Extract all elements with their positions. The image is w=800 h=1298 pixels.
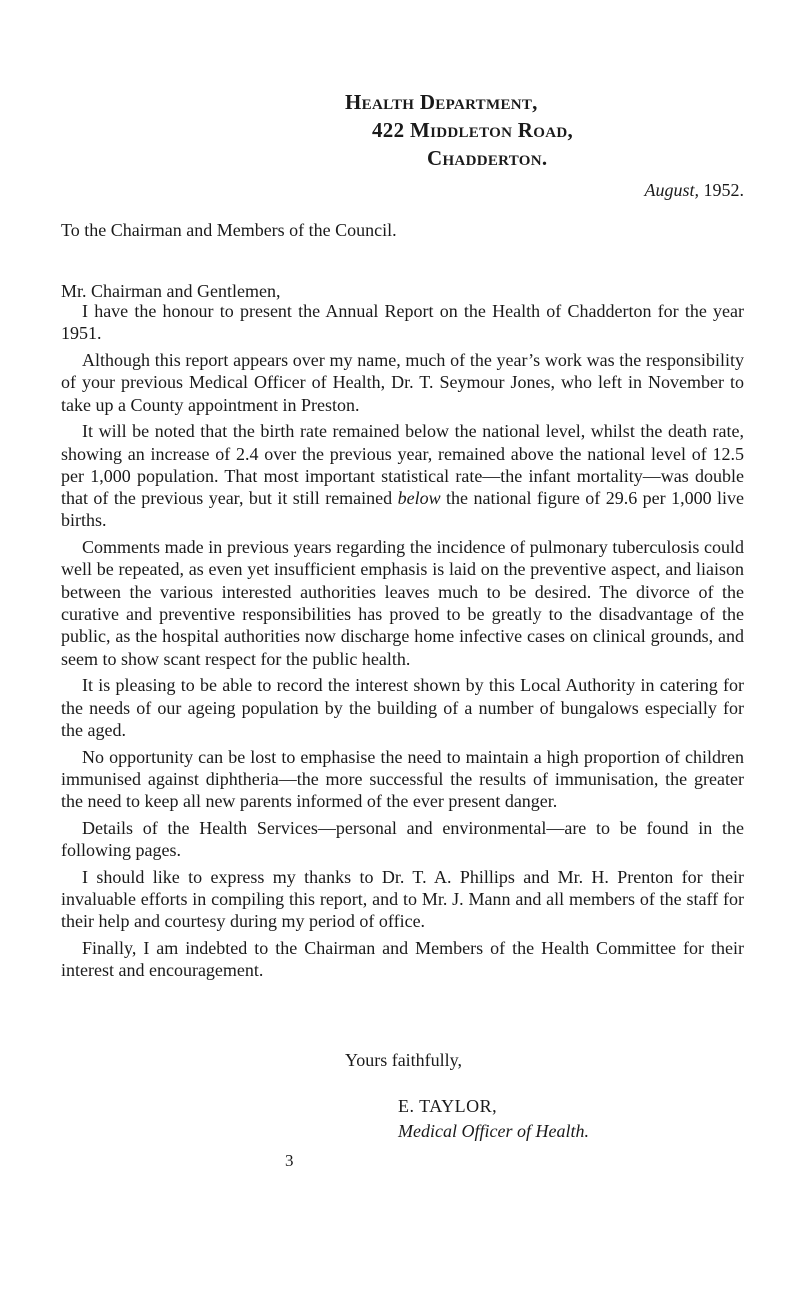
date-month: August, <box>644 180 699 200</box>
sender-address <box>345 88 573 172</box>
address-line-street: 422 Middleton Road, <box>372 118 574 142</box>
paragraph-4: Comments made in previous years regarding the incidence of pulmonary tuberculosis could well be repeated, as even yet insufficient emphasis is laid on the preventive aspect, and liaison between the various interested authorities leaves much to be desired. The divorce of the curative and preventive responsibilities has proved to be greatly to the disadvantage of the public, as the hospital authorities now discharge home infective cases on clinical grounds, and seem to show scant respect for the public health. <box>61 537 744 669</box>
paragraph-5: It is pleasing to be able to record the interest shown by this Local Authority in catering for the needs of our ageing population by the building of a number of bungalows especially for the aged. <box>61 675 744 740</box>
signer-title: Medical Officer of Health. <box>398 1121 589 1141</box>
paragraph-3-part-2: the national figure of 29.6 per 1,000 live births. <box>61 488 744 531</box>
recipient-line: To the Chairman and Members of the Council. <box>61 220 397 240</box>
letter-body <box>61 300 744 986</box>
paragraph-9: Finally, I am indebted to the Chairman and Members of the Health Committee for their interest and encouragement. <box>61 938 744 981</box>
address-line-department: Health Department, <box>345 90 538 114</box>
date-year: 1952. <box>703 180 744 200</box>
paragraph-3 <box>61 420 744 531</box>
address-line-town: Chadderton. <box>427 146 548 170</box>
letter-page <box>61 0 744 1298</box>
signer-name: E. TAYLOR, <box>398 1096 498 1116</box>
paragraph-7: Details of the Health Services—personal and environmental—are to be found in the following pages. <box>61 817 744 861</box>
closing-line: Yours faithfully, <box>345 1050 463 1070</box>
page-number: 3 <box>285 1151 294 1170</box>
letter-date <box>644 180 744 201</box>
paragraph-8: I should like to express my thanks to Dr. T. A. Phillips and Mr. H. Prenton for their invaluable efforts in compiling this report, and to Mr. J. Mann and all members of the staff for their help and courtesy during my period of office. <box>61 866 744 932</box>
greeting-line: Mr. Chairman and Gentlemen, <box>61 281 281 301</box>
paragraph-3-part-1: It will be noted that the birth rate remained below the national level, whilst the death rate, showing an increase of 2.4 over the previous year, remained above the national level of 12.5 per 1,000 population. That most important statistical rate—the infant mortality—was double that of the previous year, but it still remained <box>61 421 744 509</box>
paragraph-3-emphasis: below <box>397 488 441 509</box>
paragraph-2: Although this report appears over my name, much of the year’s work was the responsibility of your previous Medical Officer of Health, Dr. T. Seymour Jones, who left in November to take up a County appointment in Preston. <box>61 349 744 415</box>
paragraph-1: I have the honour to present the Annual Report on the Health of Chadderton for the year 1951. <box>61 301 744 344</box>
paragraph-6: No opportunity can be lost to emphasise the need to maintain a high proportion of children immunised against diphtheria—the more successful the results of immunisation, the greater the need to keep all new parents informed of the ever present danger. <box>61 746 744 812</box>
